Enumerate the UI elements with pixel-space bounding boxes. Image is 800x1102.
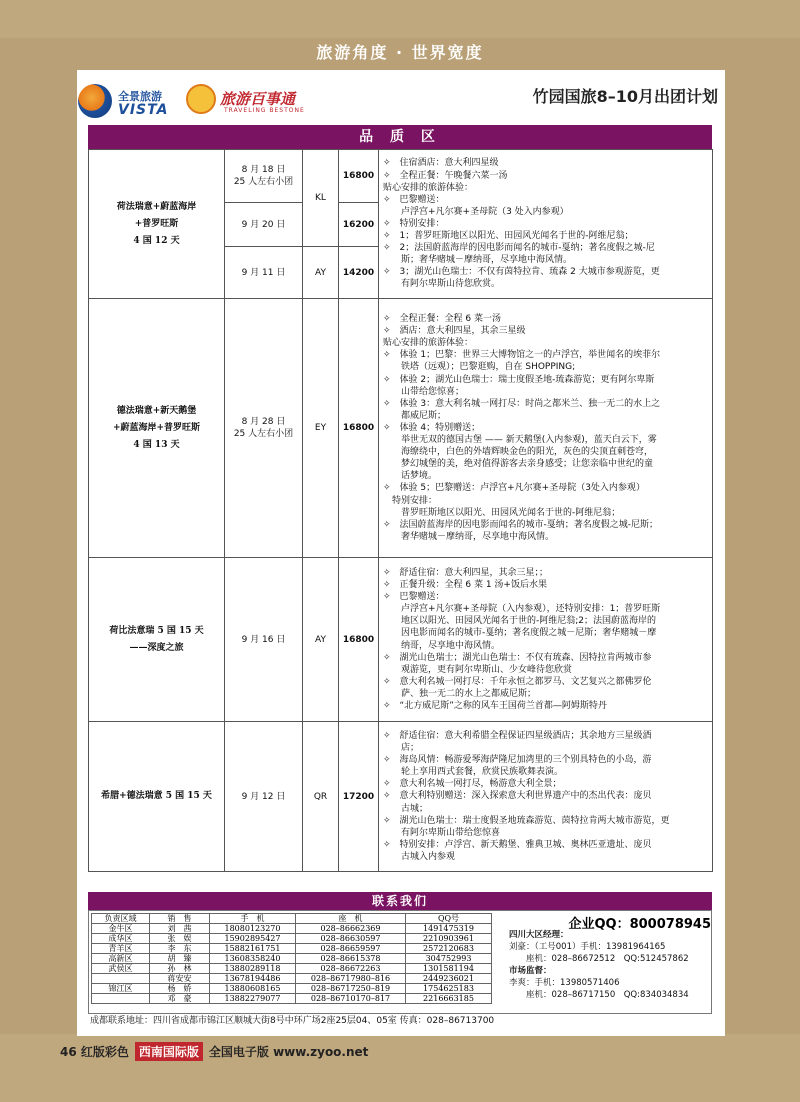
sichuan-manager-line: 座机：028–86672512 QQ:512457862: [509, 954, 689, 964]
tour-price: 17200: [339, 722, 379, 872]
table-row: [89, 150, 713, 203]
brand-logo-cn: 旅游百事通: [220, 90, 296, 108]
contact-title: 联系我们: [88, 892, 712, 910]
tour-route: 荷比法意瑞 5 国 15 天 ——深度之旅: [89, 558, 225, 722]
page-number-label: 46 红版彩色: [60, 1044, 129, 1059]
tour-date: 8 月 18 日 25 人左右小团: [225, 150, 303, 203]
tour-price: 16800: [339, 299, 379, 558]
table-row: 高新区 胡 臻 13608358240 028–86615378 304752993: [92, 954, 492, 964]
table-row: [89, 558, 713, 722]
tour-route: 德法瑞意+新天鹅堡 +蔚蓝海岸+普罗旺斯 4 国 13 天: [89, 299, 225, 558]
logo-group: [78, 82, 318, 122]
enterprise-qq: 企业QQ：800078945: [568, 917, 711, 932]
tour-price: 16800: [339, 150, 379, 203]
tour-date: 9 月 11 日: [225, 247, 303, 299]
table-row: 武侯区 孙 林 13880289118 028–86672263 1301581194: [92, 964, 492, 974]
tour-date: 8 月 28 日 25 人左右小团: [225, 299, 303, 558]
tour-date: 9 月 16 日: [225, 558, 303, 722]
edition-badge: 西南国际版: [135, 1042, 203, 1061]
tour-route: 希腊+德法瑞意 5 国 15 天: [89, 722, 225, 872]
vista-globe-icon: [78, 84, 112, 118]
website-label: 全国电子版 www.zyoo.net: [208, 1044, 369, 1059]
tour-price: 16800: [339, 558, 379, 722]
table-row: [89, 299, 713, 558]
vista-logo-cn: 全景旅游: [118, 90, 162, 103]
tour-date: 9 月 20 日: [225, 203, 303, 247]
brand-logo-en: TRAVELING BESTONE: [224, 107, 305, 114]
table-row: 青羊区 李 东 15882161751 028–86659597 2572120683: [92, 944, 492, 954]
vista-logo-en: VISTA: [118, 102, 169, 118]
table-row: 成华区 张 娱 15902895427 028–86630597 2210903961: [92, 934, 492, 944]
contact-table: [91, 913, 492, 1004]
table-header-row: 负责区域 销 售 手 机 座 机 QQ号: [92, 914, 492, 924]
table-row: [89, 722, 713, 872]
table-row: 邓 豪 13882279077 028–86710170–817 2216663185: [92, 994, 492, 1004]
tour-price: 16200: [339, 203, 379, 247]
tour-airline: KL: [303, 150, 339, 247]
market-supervisor-title: 市场监督：: [509, 966, 552, 976]
tour-notes: ✧ 住宿酒店：意大利四星级 ✧ 全程正餐：午晚餐六菜一汤 贴心安排的旅游体验： ✧ 巴黎赠送： 卢浮宫+凡尔赛+圣母院（3 处入内参观） ✧ 特别安排： ✧ 1；普罗旺斯地区以阳光、田园风光闻名于世的-阿维尼翁； ✧ 2；法国蔚蓝海岸的因电影而闻名的城市-戛纳；著名度假之城-尼 斯；奢华赌城－摩纳哥，尽享地中海风情。 ✧ 3；湖光山色瑞士：不仅有茵特拉肯、琉森 2 大城市参观游览，更 有阿尔卑斯山待您欣赏。: [379, 150, 713, 299]
tour-price: 14200: [339, 247, 379, 299]
sichuan-manager-line: 刘豪：（工号001）手机：13981964165: [509, 942, 666, 952]
tour-notes: ✧ 全程正餐：全程 6 菜一汤 ✧ 酒店：意大利四星，其余三星级 贴心安排的旅游体验： ✧ 体验 1；巴黎：世界三大博物馆之一的卢浮宫，举世闻名的埃菲尔 铁塔（远观）；巴黎逛购，自在 SHOPPING; ✧ 体验 2；湖光山色瑞士：瑞士度假圣地-琉森游览；更有阿尔卑斯 山带给您惊喜； ✧ 体验 3：意大利名城一网打尽：时尚之都米兰、独一无二的水上之 都威尼斯； ✧ 体验 4；特别赠送； 举世无双的德国古堡 —— 新天鹅堡(入内参观)，蓝天白云下，雾 海缭绕中，白色的外墙辉映金色的阳光，灰色的尖顶直刺苍穹， 梦幻城堡的美，绝对值得游客去亲身感受；让您亲临中世纪的童 话梦境。 ✧ 体验 5；巴黎赠送：卢浮宫+凡尔赛+圣母院（3处入内参观） 特别安排： 普罗旺斯地区以阳光、田园风光闻名于世的-阿维尼翁； ✧ 法国蔚蓝海岸的因电影而闻名的城市-戛纳；著名度假之城-尼斯； 奢华赌城－摩纳哥，尽享地中海风情。: [379, 299, 713, 558]
tour-airline: AY: [303, 247, 339, 299]
tour-notes: ✧ 舒适住宿：意大利希腊全程保证四星级酒店；其余地方三星级酒 店； ✧ 海岛风情：畅游爱琴海萨隆尼加湾里的三个别具特色的小岛，游 轮上享用西式套餐，欣赏民族歌舞表演。 ✧ 意大利名城一网打尽，畅游意大利全景； ✧ 意大利特别赠送：深入探索意大利世界遗产中的杰出代表：庞贝 古城； ✧ 湖光山色瑞士：瑞士度假圣地琉森游览、茵特拉肯两大城市游览，更 有阿尔卑斯山带给您惊喜 ✧ 特别安排：卢浮宫、新天鹅堡、雅典卫城、奥林匹亚遗址、庞贝 古城入内参观: [379, 722, 713, 872]
tour-date: 9 月 12 日: [225, 722, 303, 872]
tour-notes: ✧ 舒适住宿：意大利四星，其余三星；； ✧ 正餐升级：全程 6 菜 1 汤+饭后水果 ✧ 巴黎赠送： 卢浮宫+凡尔赛+圣母院（入内参观），还特别安排：1；普罗旺斯 地区以阳光、田园风光闻名于世的-阿维尼翁;2；法国蔚蓝海岸的 因电影而闻名的城市-戛纳；著名度假之城－尼斯；奢华赌城－摩 纳哥，尽享地中海风情。 ✧ 湖光山色瑞士；湖光山色瑞士：不仅有琉森、因特拉肯两城市参 观游览，更有阿尔卑斯山、少女峰待您欣赏 ✧ 意大利名城一网打尽：千年永恒之都罗马、文艺复兴之都佛罗伦 萨、独一无二的水上之都威尼斯； ✧ “北方威尼斯”之称的风车王国荷兰首都—阿姆斯特丹: [379, 558, 713, 722]
table-row: 金牛区 刘 茜 18080123270 028–86662369 1491475319: [92, 924, 492, 934]
address-line: 成都联系地址：四川省成都市锦江区顺城大街8号中环广场2座25层04、05室 传真：028–86713700: [90, 1016, 495, 1026]
contact-box: [88, 910, 712, 1014]
plan-title: 竹园国旅8–10月出团计划: [532, 87, 718, 106]
tour-airline: QR: [303, 722, 339, 872]
section-title: 品 质 区: [88, 125, 712, 149]
page-header-title: 旅游角度 · 世界宽度: [316, 43, 484, 62]
tour-airline: EY: [303, 299, 339, 558]
table-row: 锦江区 杨 娇 13880608165 028–86717250–819 1754625183: [92, 984, 492, 994]
page-footer: [60, 1040, 368, 1062]
tour-route: 荷法瑞意+蔚蓝海岸 +普罗旺斯 4 国 12 天: [89, 150, 225, 299]
tour-table: [88, 149, 713, 872]
manager-contacts: [503, 911, 711, 1013]
mascot-icon: [186, 84, 216, 114]
tour-airline: AY: [303, 558, 339, 722]
sichuan-manager-title: 四川大区经理：: [509, 930, 569, 940]
table-row: 蒋安安 13678194486 028–86717980–816 2449236021: [92, 974, 492, 984]
market-supervisor-line: 李爽：手机：13980571406: [509, 978, 620, 988]
market-supervisor-line: 座机：028–86717150 QQ:834034834: [509, 990, 689, 1000]
